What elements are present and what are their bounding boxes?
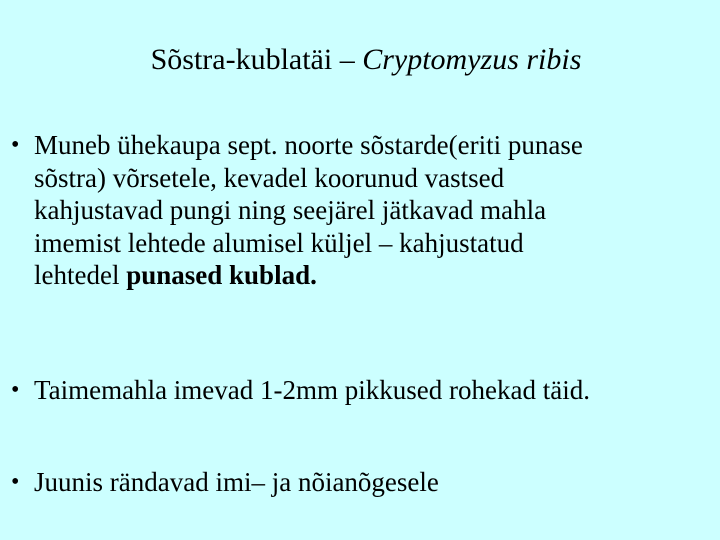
bullet-line-bold: punased kublad. xyxy=(126,260,317,290)
bullet-line: Muneb ühekaupa sept. noorte sõstarde(eriti punase xyxy=(34,130,583,160)
title-italic: Cryptomyzus ribis xyxy=(362,43,582,76)
bullet-text: Juunis rändavad imi– ja nõianõgesele xyxy=(34,467,439,497)
bullet-marker: • xyxy=(11,132,20,158)
bullet-marker: • xyxy=(11,377,20,403)
bullet-line-plain: lehtedel xyxy=(34,260,127,290)
bullet-line: imemist lehtede alumisel küljel – kahjustatud xyxy=(34,227,524,258)
title-plain: Sõstra-kublatäi – xyxy=(150,43,363,76)
bullet-text: Taimemahla imevad 1-2mm pikkused rohekad täid. xyxy=(34,375,590,405)
bullet-line: kahjustavad pungi ning seejärel jätkavad mahla xyxy=(34,195,547,225)
bullet-line: sõstra) võrsetele, kevadel koorunud vastsed xyxy=(34,162,505,193)
bullet-text xyxy=(34,129,704,292)
bullet-marker: • xyxy=(11,469,20,495)
